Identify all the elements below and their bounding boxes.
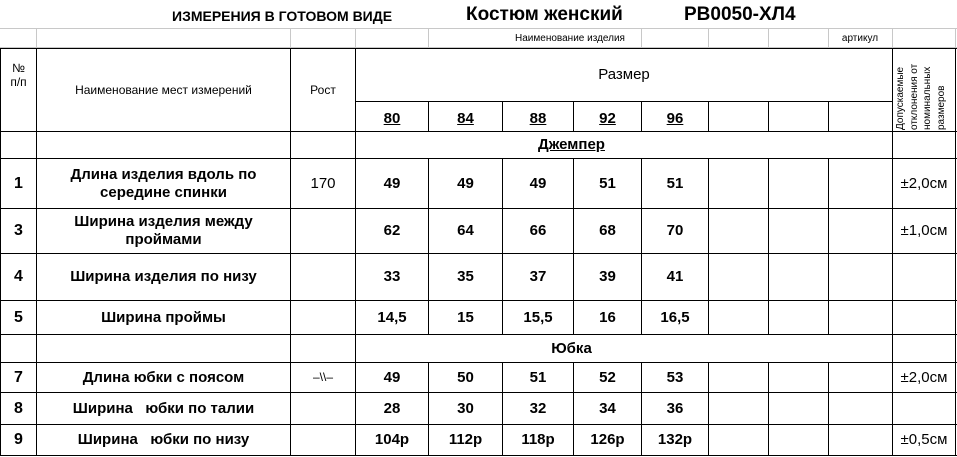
row-8-value-80: 28 xyxy=(383,399,401,417)
row-8-value-92: 34 xyxy=(599,399,616,417)
row-9-tolerance: ±0,5см xyxy=(900,431,948,448)
row-7-name: Длина юбки с поясом xyxy=(82,368,245,386)
tolerance-label-1: Допускаемые xyxy=(895,66,906,130)
size-84: 84 xyxy=(457,110,474,127)
row-7-tolerance: ±2,0см xyxy=(900,368,948,386)
row-5-value-92: 16 xyxy=(599,308,616,326)
row-3-name: Ширина изделия между проймами xyxy=(74,213,253,248)
header-tolerance-3 xyxy=(922,52,933,130)
size-96: 96 xyxy=(666,110,684,127)
row-4-value-92: 39 xyxy=(599,268,616,285)
row-3-tolerance: ±1,0см xyxy=(900,222,948,239)
row-7-value-92: 52 xyxy=(599,368,616,386)
row-1-height: 170 xyxy=(310,174,336,192)
row-9-name: Ширина юбки по низу xyxy=(77,431,250,448)
row-3-value-92: 68 xyxy=(599,222,616,239)
header-tolerance-2 xyxy=(909,52,920,130)
row-7-value-80: 49 xyxy=(383,368,401,386)
row-1-number: 1 xyxy=(14,174,23,192)
row-4-value-80: 33 xyxy=(383,268,401,285)
row-9-value-88: 118р xyxy=(521,431,555,448)
row-1-value-88: 49 xyxy=(529,174,547,192)
row-5-name: Ширина проймы xyxy=(101,308,226,326)
row-8-value-84: 30 xyxy=(457,399,474,417)
row-7-value-96: 53 xyxy=(666,368,684,386)
row-1-value-80: 49 xyxy=(383,174,401,192)
row-3-value-84: 64 xyxy=(457,222,474,239)
row-4-value-84: 35 xyxy=(457,268,474,285)
size-92: 92 xyxy=(599,110,616,127)
row-1-value-96: 51 xyxy=(666,174,684,192)
row-7-height: –\\– xyxy=(312,370,333,385)
product-title: Костюм женский xyxy=(466,4,623,25)
row-3-value-88: 66 xyxy=(529,222,547,239)
product-name-label: Наименование изделия xyxy=(515,32,625,44)
row-4-tolerance xyxy=(893,254,955,300)
tolerance-label-4: размеров xyxy=(936,85,947,130)
header-tolerance xyxy=(895,52,906,130)
section-skirt: Юбка xyxy=(551,339,592,357)
size-88: 88 xyxy=(529,110,547,127)
row-9-value-80: 104р xyxy=(374,431,410,448)
row-4-name: Ширина изделия по низу xyxy=(70,268,257,285)
row-5-number: 5 xyxy=(14,308,23,326)
header-size: Размер xyxy=(598,66,650,83)
row-1-value-84: 49 xyxy=(457,174,474,192)
row-1-name: Длина изделия вдоль по середине спинки xyxy=(70,165,257,201)
header-height: Рост xyxy=(310,82,336,97)
size-80: 80 xyxy=(383,110,401,127)
row-3-value-96: 70 xyxy=(666,222,684,239)
row-8-name: Ширина юбки по талии xyxy=(72,399,255,417)
row-3-height xyxy=(291,209,355,253)
article-label: артикул xyxy=(841,32,879,44)
row-4-value-96: 41 xyxy=(666,268,684,285)
row-9-value-92: 126р xyxy=(590,431,625,448)
tolerance-label-2: отклонения от xyxy=(909,63,920,130)
row-7-value-84: 50 xyxy=(457,368,474,386)
header-tolerance-4 xyxy=(936,52,947,130)
row-9-height xyxy=(291,425,355,455)
header-measurement-name: Наименование мест измерений xyxy=(75,82,252,97)
article-code: РВ0050-ХЛ4 xyxy=(684,4,796,25)
row-1-value-92: 51 xyxy=(599,174,616,192)
row-7-number: 7 xyxy=(14,368,23,386)
row-5-value-84: 15 xyxy=(457,308,474,326)
header-number xyxy=(1,49,36,101)
row-5-value-80: 14,5 xyxy=(377,308,407,326)
row-8-tolerance xyxy=(893,393,955,424)
document-title: ИЗМЕРЕНИЯ В ГОТОВОМ ВИДЕ xyxy=(172,8,393,24)
row-9-number: 9 xyxy=(14,431,23,449)
tolerance-label-3: номинальных xyxy=(922,66,933,130)
row-8-height xyxy=(291,393,355,424)
row-9-value-96: 132р xyxy=(657,431,693,448)
row-3-number: 3 xyxy=(14,222,23,240)
row-5-value-88: 15,5 xyxy=(523,308,553,326)
row-8-number: 8 xyxy=(14,399,23,417)
row-7-value-88: 51 xyxy=(529,368,547,386)
row-8-value-96: 36 xyxy=(666,399,684,417)
row-4-number: 4 xyxy=(14,268,23,286)
row-5-tolerance xyxy=(893,301,955,334)
section-jumper: Джемпер xyxy=(538,136,605,153)
row-4-value-88: 37 xyxy=(529,268,547,285)
row-3-value-80: 62 xyxy=(383,222,401,239)
row-9-value-84: 112р xyxy=(448,431,483,448)
row-5-value-96: 16,5 xyxy=(660,308,690,326)
row-5-height xyxy=(291,301,355,334)
row-4-height xyxy=(291,254,355,300)
header-number-label: № п/п xyxy=(10,60,27,89)
row-1-tolerance: ±2,0см xyxy=(900,174,948,192)
row-8-value-88: 32 xyxy=(529,399,547,417)
